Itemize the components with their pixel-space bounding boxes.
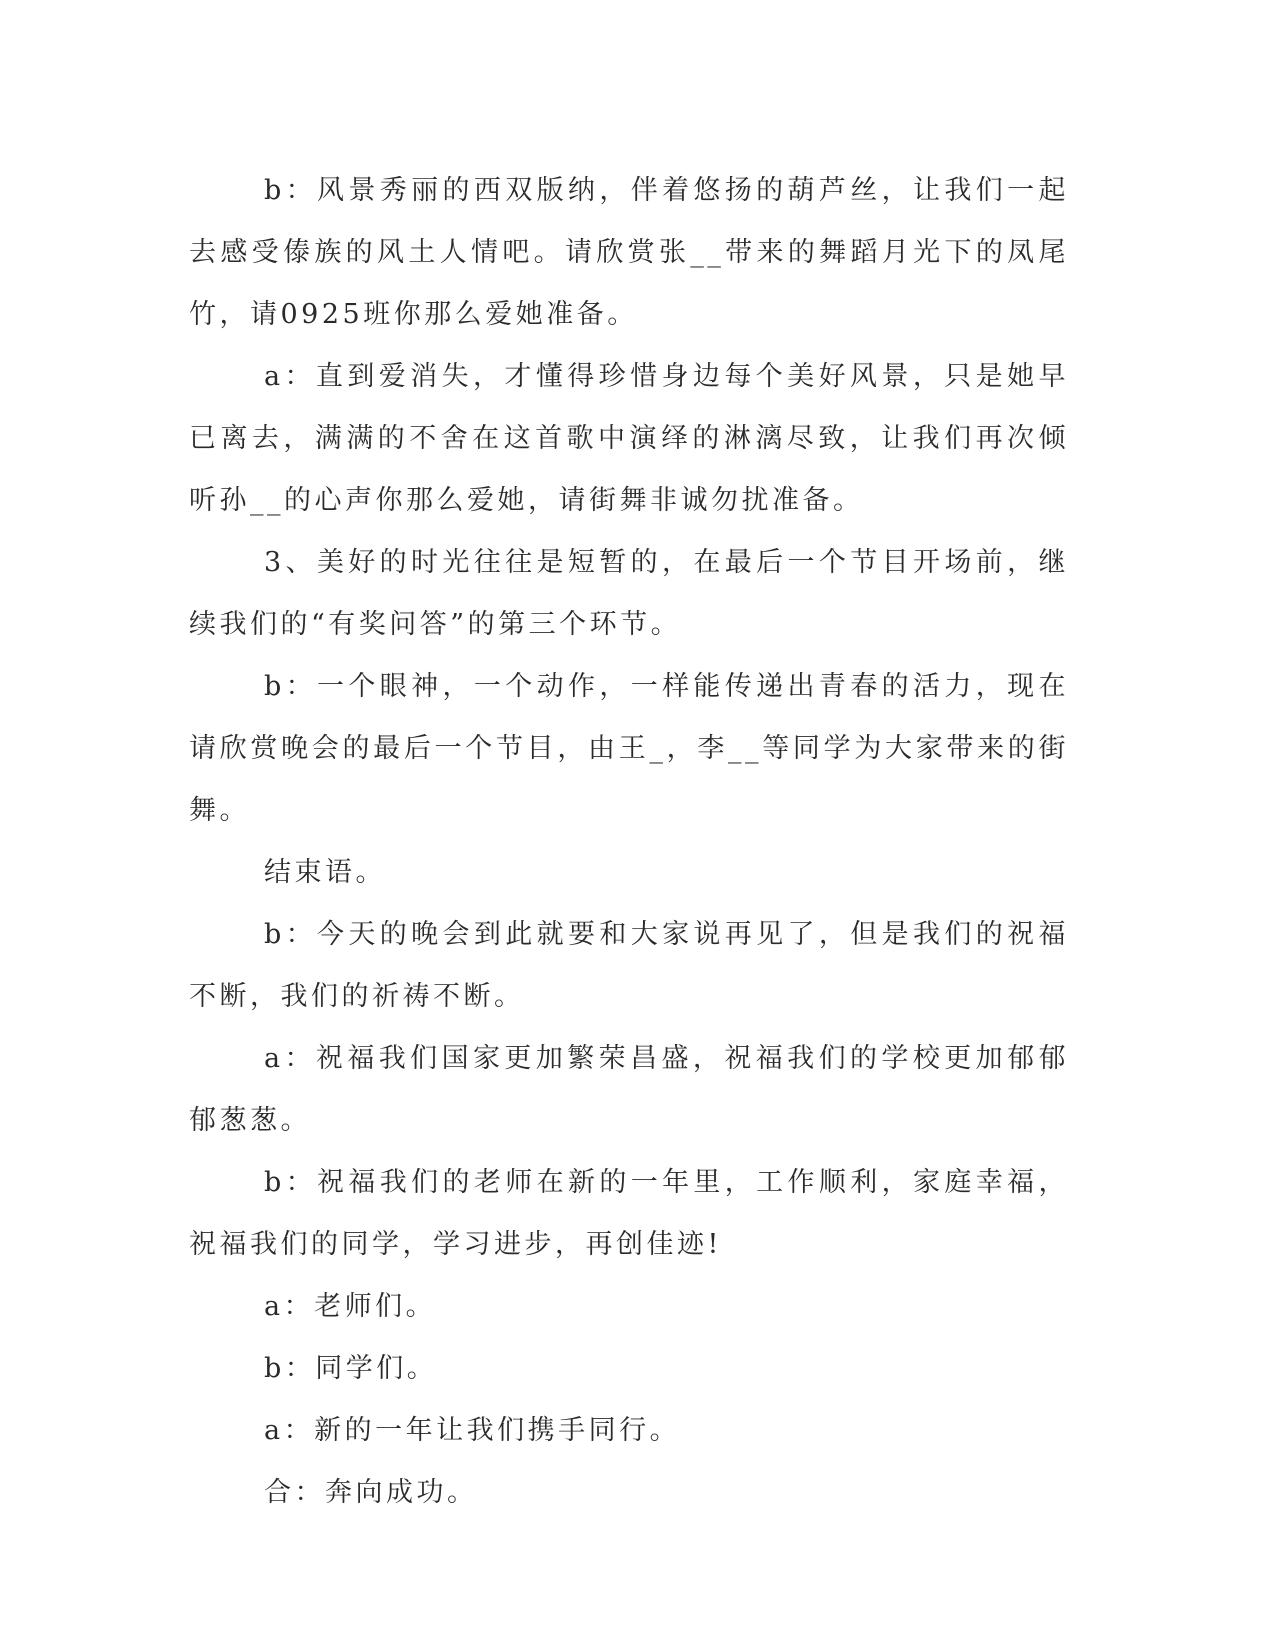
paragraph-1: b：风景秀丽的西双版纳，伴着悠扬的葫芦丝，让我们一起去感受傣族的风土人情吧。请欣赏张__带来的舞蹈月光下的凤尾竹，请0925班你那么爱她准备。 <box>189 175 1069 330</box>
paragraph-9: a：老师们。 <box>264 1291 437 1322</box>
paragraph-8: b：祝福我们的老师在新的一年里，工作顺利，家庭幸福，祝福我们的同学，学习进步，再创佳迹! <box>189 1167 1069 1260</box>
paragraph-5: 结束语。 <box>264 857 386 888</box>
document-body <box>189 160 1069 1524</box>
paragraph-6: b：今天的晚会到此就要和大家说再见了，但是我们的祝福不断，我们的祈祷不断。 <box>189 919 1069 1012</box>
paragraph-4: b：一个眼神，一个动作，一样能传递出青春的活力，现在请欣赏晚会的最后一个节目，由王_，李__等同学为大家带来的街舞。 <box>189 671 1069 826</box>
paragraph-12: 合：奔向成功。 <box>264 1477 478 1508</box>
paragraph-10: b：同学们。 <box>264 1353 438 1384</box>
paragraph-2: a：直到爱消失，才懂得珍惜身边每个美好风景，只是她早已离去，满满的不舍在这首歌中演绎的淋漓尽致，让我们再次倾听孙__的心声你那么爱她，请街舞非诚勿扰准备。 <box>189 361 1069 516</box>
paragraph-7: a：祝福我们国家更加繁荣昌盛，祝福我们的学校更加郁郁郁葱葱。 <box>189 1043 1069 1136</box>
paragraph-11: a：新的一年让我们携手同行。 <box>264 1415 681 1446</box>
paragraph-3: 3、美好的时光往往是短暂的，在最后一个节目开场前，继续我们的“有奖问答”的第三个环节。 <box>189 547 1069 640</box>
